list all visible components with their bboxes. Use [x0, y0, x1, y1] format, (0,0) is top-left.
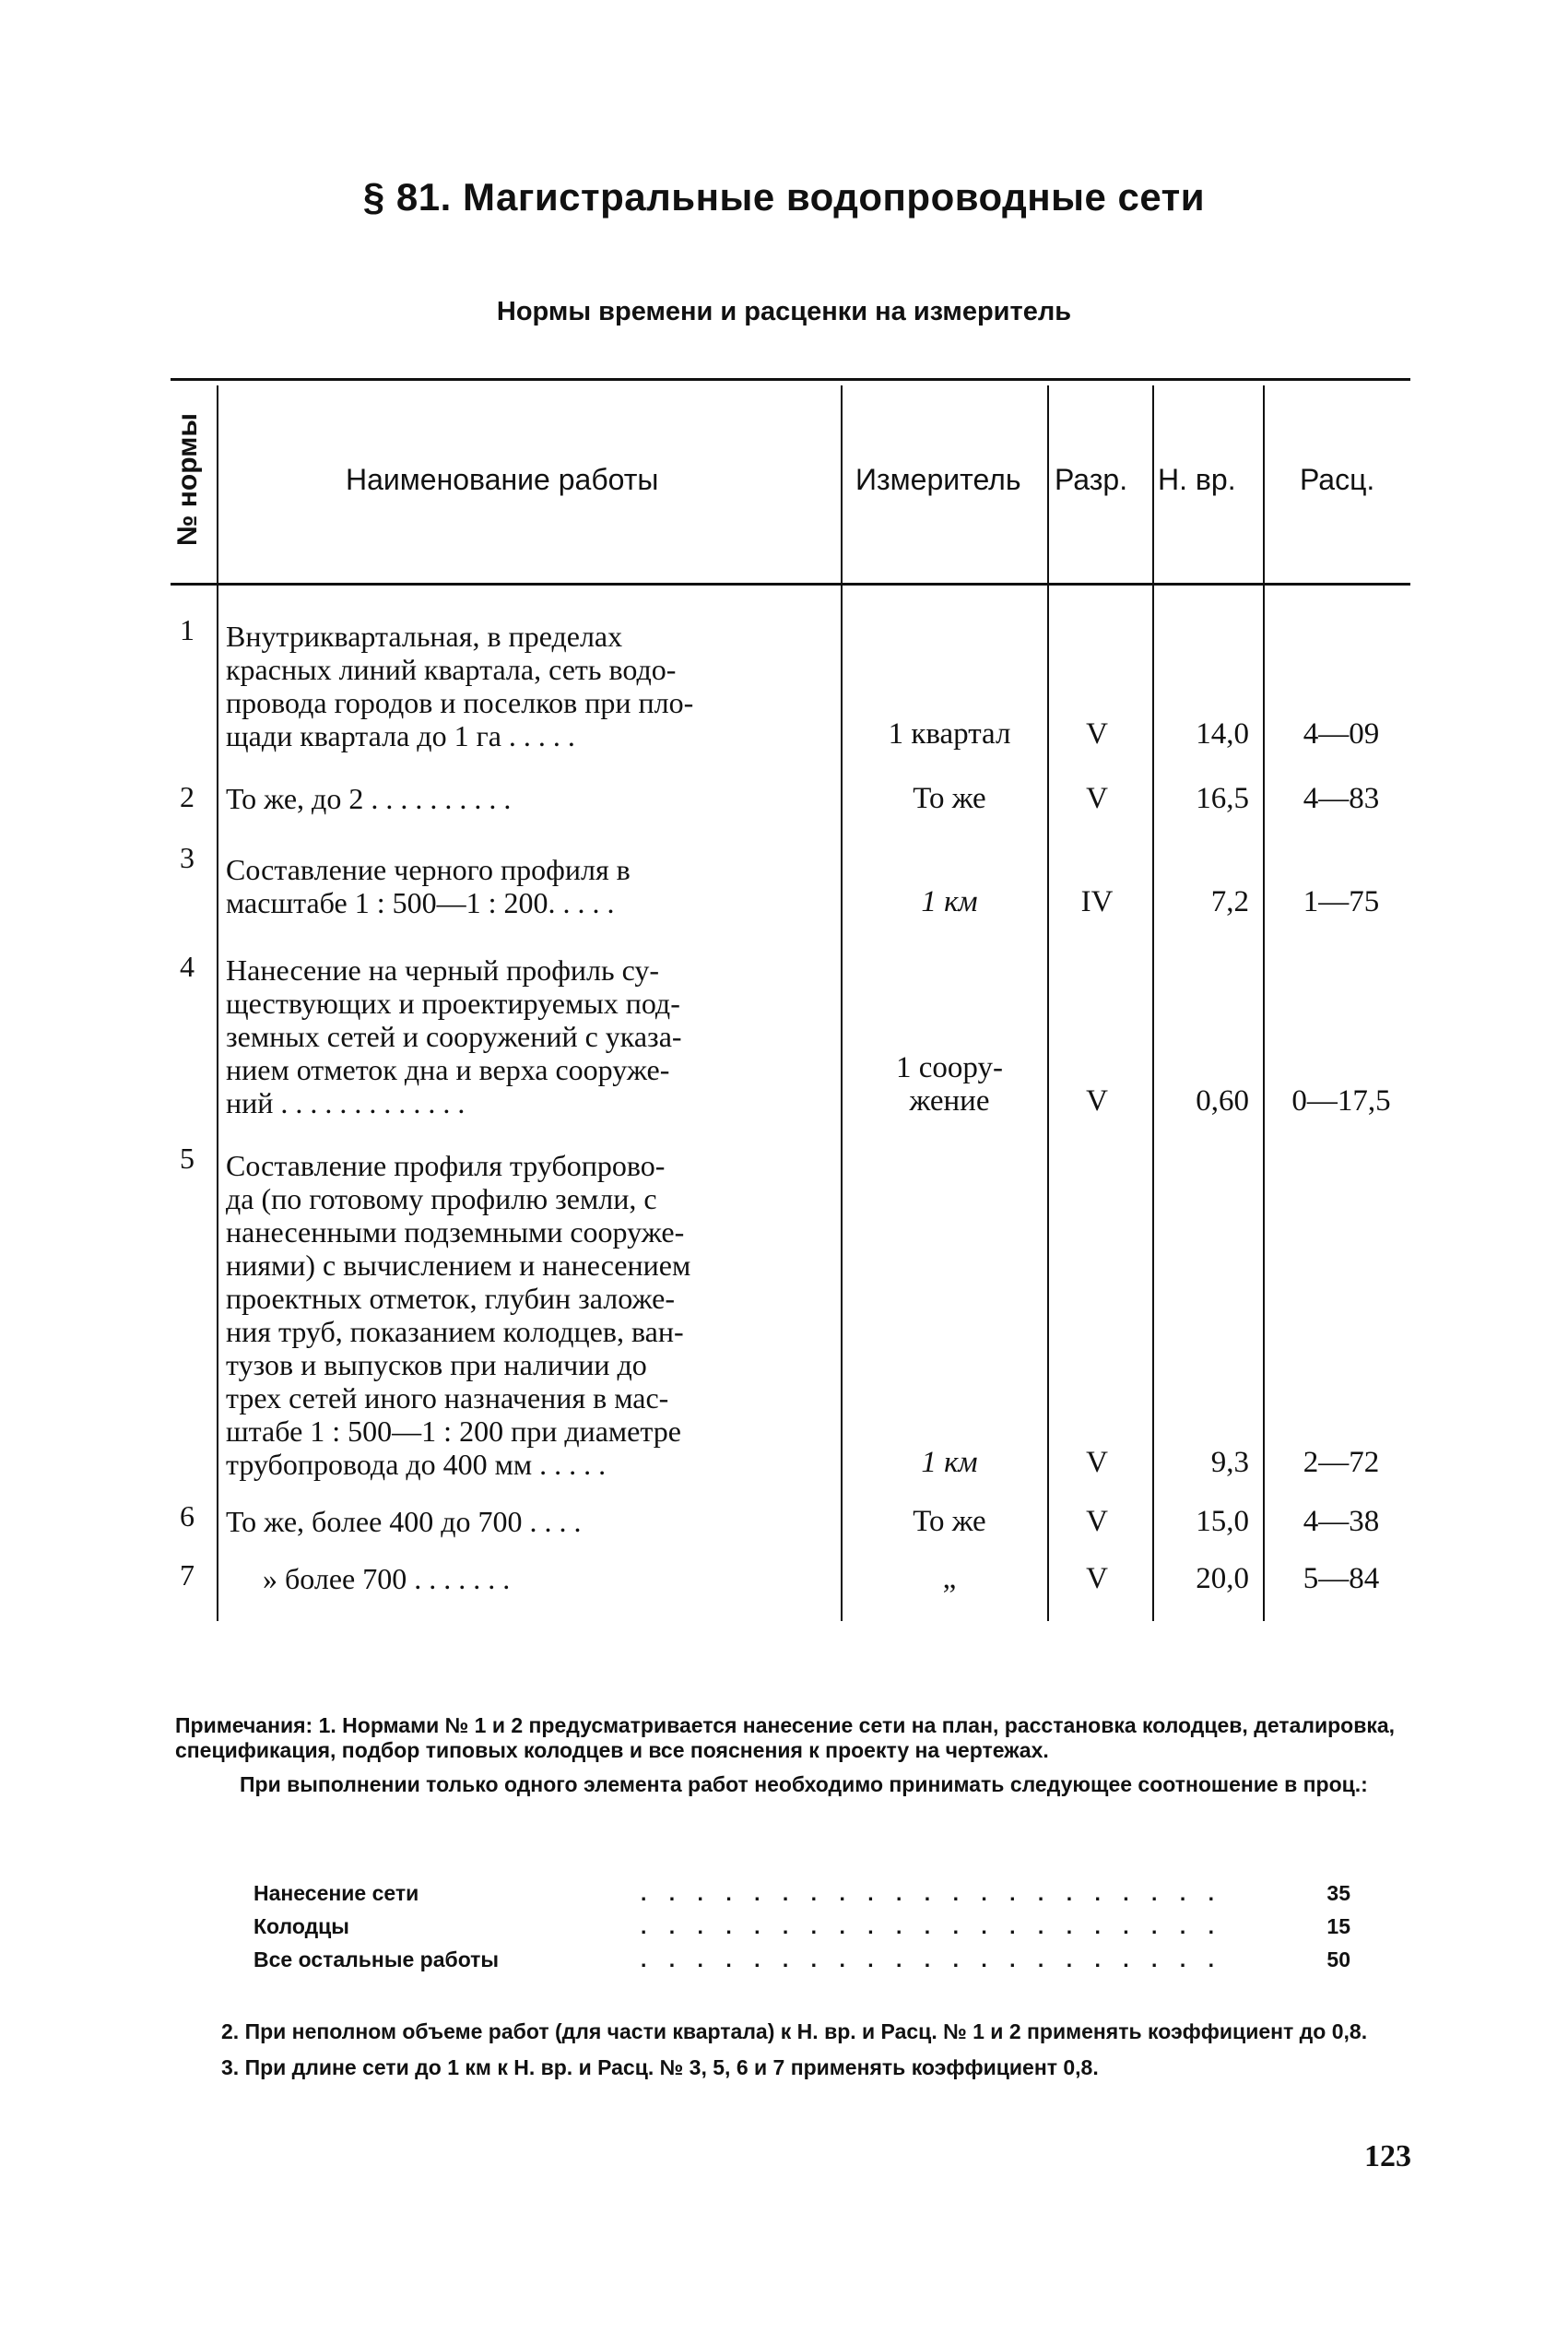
- price-cell: 1—75: [1303, 885, 1380, 918]
- ratio-value: 50: [1326, 1947, 1350, 1971]
- column-divider: [1263, 385, 1265, 1621]
- page-number: 123: [1364, 2139, 1411, 2173]
- work-line: трех сетей иного назначения в мас-: [226, 1381, 669, 1415]
- note-1: Примечания: 1. Нормами № 1 и 2 предусматривается нанесение сети на план, расстановка колодцев, деталировка, спецификация, подбор типовых колодцев и все пояснения к проекту на чертежах.: [175, 1713, 1396, 1762]
- table-caption: Нормы времени и расценки на измеритель: [496, 297, 1072, 326]
- price-cell: 4—83: [1303, 782, 1380, 815]
- ratio-label: Колодцы: [253, 1914, 349, 1938]
- time-norm-cell: 0,60: [1196, 1084, 1249, 1118]
- grade-cell: IV: [1080, 885, 1114, 918]
- header-bottom-rule: [171, 583, 1410, 586]
- work-line: Составление черного профиля в: [226, 853, 631, 886]
- work-description: [226, 1505, 830, 1538]
- work-line: нанесенными подземными сооруже-: [226, 1215, 685, 1249]
- ratio-row: [253, 1881, 1350, 1911]
- price-cell: 4—09: [1303, 717, 1380, 751]
- price-cell: 5—84: [1303, 1562, 1380, 1595]
- work-line: Нанесение на черный профиль су-: [226, 953, 660, 987]
- unit-cell: „: [942, 1562, 957, 1595]
- unit-line: 1 соору-: [896, 1051, 1003, 1084]
- ratio-row: [253, 1947, 1350, 1977]
- time-norm-cell: 20,0: [1196, 1562, 1249, 1595]
- header-norm-number: № нормы: [172, 413, 203, 546]
- header-time-norm: Н. вр.: [1158, 463, 1236, 496]
- grade-cell: V: [1086, 1446, 1108, 1479]
- leader-dots: . . . . . . . . . . . . . . . . . . . . .: [641, 1881, 1222, 1905]
- work-line: То же, до 2 . . . . . . . . . .: [226, 782, 512, 815]
- work-line: ния труб, показанием колодцев, ван-: [226, 1315, 684, 1348]
- grade-cell: V: [1086, 782, 1108, 815]
- work-line: » более 700 . . . . . . .: [263, 1562, 511, 1595]
- time-norm-cell: 9,3: [1210, 1446, 1249, 1479]
- work-description: [226, 853, 830, 919]
- unit-cell: 1 км: [921, 885, 978, 918]
- work-line: трубопровода до 400 мм . . . . .: [226, 1448, 607, 1481]
- work-line: Составление профиля трубопрово-: [226, 1149, 666, 1182]
- work-line: масштабе 1 : 500—1 : 200. . . . .: [226, 886, 615, 919]
- unit-cell: 1 км: [921, 1446, 978, 1479]
- header-work-name: Наименование работы: [346, 463, 659, 496]
- work-line: проектных отметок, глубин заложе-: [226, 1282, 675, 1315]
- time-norm-cell: 16,5: [1196, 782, 1249, 815]
- work-description: [226, 620, 830, 752]
- work-description: [263, 1562, 867, 1595]
- row-number: 6: [180, 1499, 195, 1533]
- work-line: красных линий квартала, сеть водо-: [226, 653, 677, 686]
- section-title: § 81. Магистральные водопроводные сети: [362, 175, 1206, 219]
- price-cell: 4—38: [1303, 1505, 1380, 1538]
- grade-cell: V: [1086, 1505, 1108, 1538]
- work-line: То же, более 400 до 700 . . . .: [226, 1505, 582, 1538]
- row-number: 3: [180, 841, 195, 874]
- unit-cell: То же: [913, 782, 986, 815]
- column-divider: [217, 385, 218, 1621]
- notes-block: [175, 1713, 1415, 1797]
- ratio-value: 15: [1326, 1914, 1350, 1938]
- work-description: [226, 1149, 830, 1481]
- ratio-label: Все остальные работы: [253, 1947, 500, 1971]
- row-number: 4: [180, 950, 195, 983]
- work-line: ниями) с вычислением и нанесением: [226, 1249, 691, 1282]
- grade-cell: V: [1086, 1084, 1108, 1118]
- time-norm-cell: 7,2: [1210, 885, 1249, 918]
- price-cell: 0—17,5: [1291, 1084, 1391, 1118]
- work-line: провода городов и поселков при пло-: [226, 686, 694, 719]
- grade-cell: V: [1086, 1562, 1108, 1595]
- header-grade: Разр.: [1055, 463, 1128, 496]
- work-line: штабе 1 : 500—1 : 200 при диаметре: [226, 1415, 681, 1448]
- table-top-rule: [171, 378, 1410, 381]
- work-description: [226, 782, 830, 815]
- note-3: 3. При длине сети до 1 км к Н. вр. и Расц. № 3, 5, 6 и 7 применять коэффициент 0,8.: [221, 2055, 1099, 2079]
- column-divider: [1152, 385, 1154, 1621]
- work-line: тузов и выпусков при наличии до: [226, 1348, 647, 1381]
- price-cell: 2—72: [1303, 1446, 1380, 1479]
- work-line: ний . . . . . . . . . . . . .: [226, 1086, 466, 1119]
- unit-cell: [848, 1051, 1051, 1118]
- time-norm-cell: 14,0: [1196, 717, 1249, 751]
- ratio-intro: При выполнении только одного элемента работ необходимо принимать следующее соотношение в проц.:: [240, 1772, 1368, 1796]
- unit-cell: 1 квартал: [888, 717, 1011, 751]
- leader-dots: . . . . . . . . . . . . . . . . . . . . .: [641, 1947, 1222, 1971]
- column-divider: [1047, 385, 1049, 1621]
- note-2: 2. При неполном объеме работ (для части квартала) к Н. вр. и Расц. № 1 и 2 применять коэффициент до 0,8.: [221, 2019, 1368, 2043]
- work-line: ществующих и проектируемых под-: [226, 987, 680, 1020]
- leader-dots: . . . . . . . . . . . . . . . . . . . . .: [641, 1914, 1222, 1938]
- column-divider: [841, 385, 843, 1621]
- header-unit: Измеритель: [855, 463, 1021, 496]
- ratio-row: [253, 1914, 1350, 1944]
- ratio-value: 35: [1326, 1881, 1350, 1905]
- notes-block-2: [175, 2019, 1415, 2080]
- header-price: Расц.: [1300, 463, 1375, 496]
- work-line: щади квартала до 1 га . . . . .: [226, 719, 575, 752]
- unit-line: жение: [909, 1084, 990, 1118]
- row-number: 7: [180, 1558, 195, 1592]
- work-line: земных сетей и сооружений с указа-: [226, 1020, 682, 1053]
- work-line: нием отметок дна и верха сооруже-: [226, 1053, 670, 1086]
- grade-cell: V: [1086, 717, 1108, 751]
- time-norm-cell: 15,0: [1196, 1505, 1249, 1538]
- unit-cell: То же: [913, 1505, 986, 1538]
- row-number: 1: [180, 613, 195, 646]
- ratio-label: Нанесение сети: [253, 1881, 419, 1905]
- work-description: [226, 953, 830, 1119]
- work-line: да (по готовому профилю земли, с: [226, 1182, 657, 1215]
- work-line: Внутриквартальная, в пределах: [226, 620, 623, 653]
- row-number: 2: [180, 780, 195, 813]
- row-number: 5: [180, 1142, 195, 1175]
